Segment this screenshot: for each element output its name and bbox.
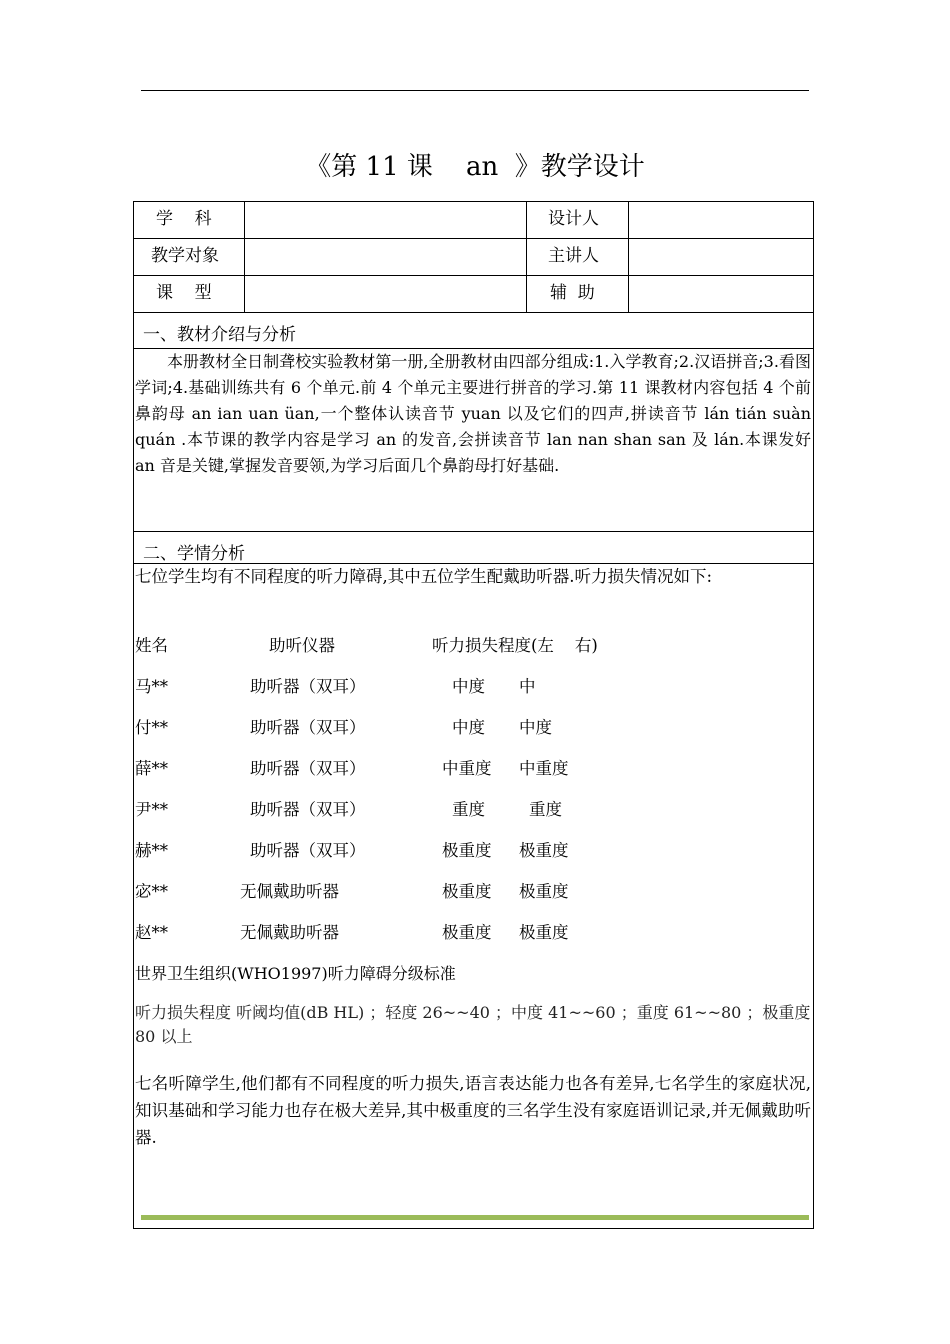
label-audience: 教学对象 (151, 246, 219, 266)
col-header-device: 助听仪器 (269, 636, 335, 655)
label-assistant: 辅 助 (550, 283, 595, 303)
student-loss-right: 极重度 (519, 882, 569, 901)
students-intro: 七位学生均有不同程度的听力障碍,其中五位学生配戴助听器.听力损失情况如下: (135, 567, 713, 586)
student-loss-left: 中度 (452, 718, 485, 737)
student-name: 付** (135, 718, 168, 737)
student-device: 助听器（双耳） (250, 800, 366, 819)
document-title: 《第 11 课 an 》教学设计 (305, 152, 645, 182)
column-divider (526, 201, 527, 312)
students-summary: 七名听障学生,他们都有不同程度的听力损失,语言表达能力也各有差异,七名学生的家庭状况,知识基础和学习能力也存在极大差异,其中极重度的三名学生没有家庭语训记录,并无佩戴助听器. (135, 1074, 811, 1147)
section-heading-materials: 一、教材介绍与分析 (143, 325, 296, 345)
student-device: 助听器（双耳） (250, 677, 366, 696)
label-designer: 设计人 (548, 209, 599, 229)
student-loss-left: 极重度 (442, 841, 492, 860)
student-name: 宓** (135, 882, 168, 901)
student-loss-left: 中重度 (442, 759, 492, 778)
student-device: 无佩戴助听器 (240, 923, 339, 942)
student-device: 助听器（双耳） (250, 759, 366, 778)
hearing-loss-standard: 听力损失程度 听阈均值(dB HL) ；轻度 26~~40 ；中度 41~~60 ；重度 61~~80 ；极重度 80 以上 (135, 1003, 811, 1046)
table-divider (133, 531, 814, 532)
student-loss-right: 中重度 (519, 759, 569, 778)
student-name: 薛** (135, 759, 168, 778)
column-divider (244, 201, 245, 312)
student-loss-right: 极重度 (519, 841, 569, 860)
student-loss-right: 极重度 (519, 923, 569, 942)
footer-accent-bar (141, 1215, 809, 1220)
column-divider (628, 201, 629, 312)
student-name: 赵** (135, 923, 168, 942)
header-rule (141, 90, 809, 91)
student-loss-right: 中 (519, 677, 536, 696)
student-name: 赫** (135, 841, 168, 860)
materials-paragraph (135, 349, 811, 479)
col-header-name: 姓名 (135, 636, 168, 655)
label-lesson-type: 课 型 (156, 283, 212, 303)
student-loss-left: 极重度 (442, 923, 492, 942)
table-divider (133, 275, 814, 276)
student-name: 马** (135, 677, 168, 696)
col-header-loss: 听力损失程度(左 右) (432, 636, 598, 655)
student-device: 无佩戴助听器 (240, 882, 339, 901)
student-loss-right: 重度 (529, 800, 562, 819)
who-standard-title: 世界卫生组织(WHO1997)听力障碍分级标准 (135, 964, 456, 983)
label-subject: 学 科 (156, 209, 212, 229)
student-loss-left: 极重度 (442, 882, 492, 901)
label-presenter: 主讲人 (548, 246, 599, 266)
student-loss-left: 中度 (452, 677, 485, 696)
table-divider (133, 238, 814, 239)
student-loss-right: 中度 (519, 718, 552, 737)
table-divider (133, 312, 814, 313)
student-device: 助听器（双耳） (250, 841, 366, 860)
section-heading-students: 二、学情分析 (143, 544, 245, 564)
materials-text: 本册教材全日制聋校实验教材第一册,全册教材由四部分组成:1.入学教育;2.汉语拼音;3.看图学词;4.基础训练共有 6 个单元.前 4 个单元主要进行拼音的学习.第 11 课教材内容包括 4 个前鼻韵母 an ian uan üan,一个整体认读音节 yuan 以及它们的四声,拼读音节 lán tián suàn quán .本节课的教学内容是学习 an 的发音,会拼读音节 lan nan shan san 及 lán.本课发好 an 音是关键,掌握发音要领,为学习后面几个鼻韵母打好基础. (135, 352, 811, 475)
student-name: 尹** (135, 800, 168, 819)
student-device: 助听器（双耳） (250, 718, 366, 737)
student-loss-left: 重度 (452, 800, 485, 819)
